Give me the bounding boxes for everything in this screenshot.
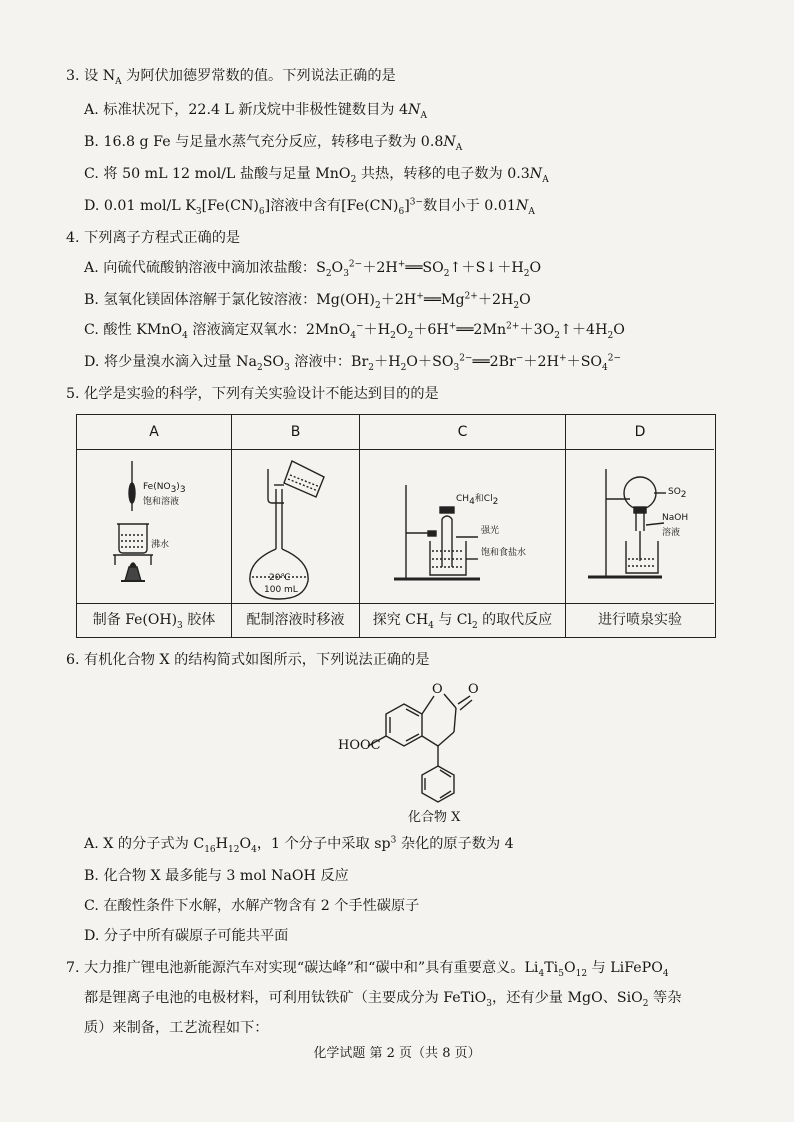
q5-stem: 5. 化学是实验的科学，下列有关实验设计不能达到目的的是 — [66, 386, 439, 402]
label-strong-light: 强光 — [481, 526, 500, 536]
table-header-b: B — [290, 424, 301, 440]
q7-line-1: 7. 大力推广锂电池新能源汽车对实现“碳达峰”和“碳中和”具有重要意义。$Li_4Ti_5O_{12}$ 与 LiFePO$_4$ — [66, 960, 669, 979]
q4-option-b: B. 氢氧化镁固体溶解于氯化铵溶液：$Mg(OH)_2+2H^+══Mg^{2+}+2H_2O$ — [84, 291, 531, 311]
q3-option-a: A. 标准状况下，22.4 L 新戊烷中非极性键数目为 $4N_A$ — [84, 102, 427, 121]
apparatus-c-image — [360, 449, 565, 603]
carbonyl-oxygen-label: O — [468, 682, 479, 697]
q6-stem: 6. 有机化合物 X 的结构简式如图所示，下列说法正确的是 — [66, 652, 430, 668]
table-header-a: A — [149, 424, 159, 440]
q7-line-3: 质）来制备，工艺流程如下： — [84, 1020, 269, 1036]
page-footer: 化学试题 第 2 页（共 8 页） — [313, 1046, 481, 1061]
q6-option-b: B. 化合物 X 最多能与 3 mol NaOH 反应 — [84, 868, 349, 884]
caption-c: 探究 $CH_4$ 与 $Cl_2$ 的取代反应 — [372, 612, 553, 631]
apparatus-a-image — [77, 449, 231, 603]
label-so2: $SO_2$ — [668, 487, 687, 500]
caption-a: 制备 $Fe(OH)_3$ 胶体 — [92, 612, 216, 631]
ring-oxygen-label: O — [432, 682, 443, 697]
apparatus-b-image — [232, 449, 359, 603]
q3-option-d: D. 0.01 mol/L $K_3[Fe(CN)_6]$溶液中含有$[Fe(CN)_6]^{3-}$数目小于 $0.01N_A$ — [84, 197, 535, 217]
label-brine: 饱和食盐水 — [481, 548, 527, 558]
carboxyl-label: HOOC — [338, 738, 381, 753]
q3-stem: 3. 设 $N_A$ 为阿伏加德罗常数的值。下列说法正确的是 — [66, 68, 396, 87]
q4-option-a: A. 向硫代硫酸钠溶液中滴加浓盐酸：$S_2O_3^{2-}+2H^+══SO_2↑+S↓+H_2O$ — [84, 259, 542, 279]
q6-option-d: D. 分子中所有碳原子可能共平面 — [84, 928, 289, 944]
q3-option-b: B. 16.8 g Fe 与足量水蒸气充分反应，转移电子数为 $0.8N_A$ — [84, 134, 463, 153]
q4-stem: 4. 下列离子方程式正确的是 — [66, 230, 241, 246]
compound-x-caption: 化合物 X — [408, 810, 461, 825]
apparatus-d-image — [566, 449, 714, 603]
q4-option-d: D. 将少量溴水滴入过量 $Na_2SO_3$ 溶液中：$Br_2+H_2O+SO_3^{2-}══2Br^-+2H^++SO_4^{2-}$ — [84, 353, 622, 373]
table-header-c: C — [457, 424, 468, 440]
q6-option-c: C. 在酸性条件下水解，水解产物含有 2 个手性碳原子 — [84, 898, 420, 914]
label-ch4-cl2: $CH_4$和$Cl_2$ — [456, 494, 499, 507]
caption-b: 配制溶液时移液 — [246, 612, 345, 628]
label-saturated: 饱和溶液 — [143, 497, 180, 507]
label-20c: 20℃ — [269, 573, 291, 583]
q4-option-c: C. 酸性 KMnO$_4$ 溶液滴定双氧水：$2MnO_4^-+H_2O_2+6H^+══2Mn^{2+}+3O_2↑+4H_2O$ — [84, 321, 625, 341]
experiment-table — [76, 414, 716, 638]
label-100ml: 100 mL — [264, 585, 298, 595]
q7-line-2: 都是锂离子电池的电极材料，可利用钛铁矿（主要成分为 FeTiO$_3$，还有少量 MgO、SiO$_2$ 等杂 — [84, 990, 682, 1009]
label-boiling-water: 沸水 — [151, 540, 170, 550]
compound-x-structure — [320, 674, 520, 824]
table-header-d: D — [634, 424, 646, 440]
q6-option-a: A. X 的分子式为 $C_{16}H_{12}O_4$，1 个分子中采取 $sp^3$ 杂化的原子数为 4 — [84, 835, 514, 855]
label-solution: 溶液 — [662, 528, 681, 538]
label-fe-no3: $Fe(NO_3)_3$ — [143, 482, 186, 495]
label-naoh: NaOH — [662, 513, 689, 523]
caption-d: 进行喷泉实验 — [598, 612, 682, 628]
q3-option-c: C. 将 50 mL 12 mol/L 盐酸与足量 MnO$_2$ 共热，转移的电子数为 $0.3N_A$ — [84, 166, 549, 185]
